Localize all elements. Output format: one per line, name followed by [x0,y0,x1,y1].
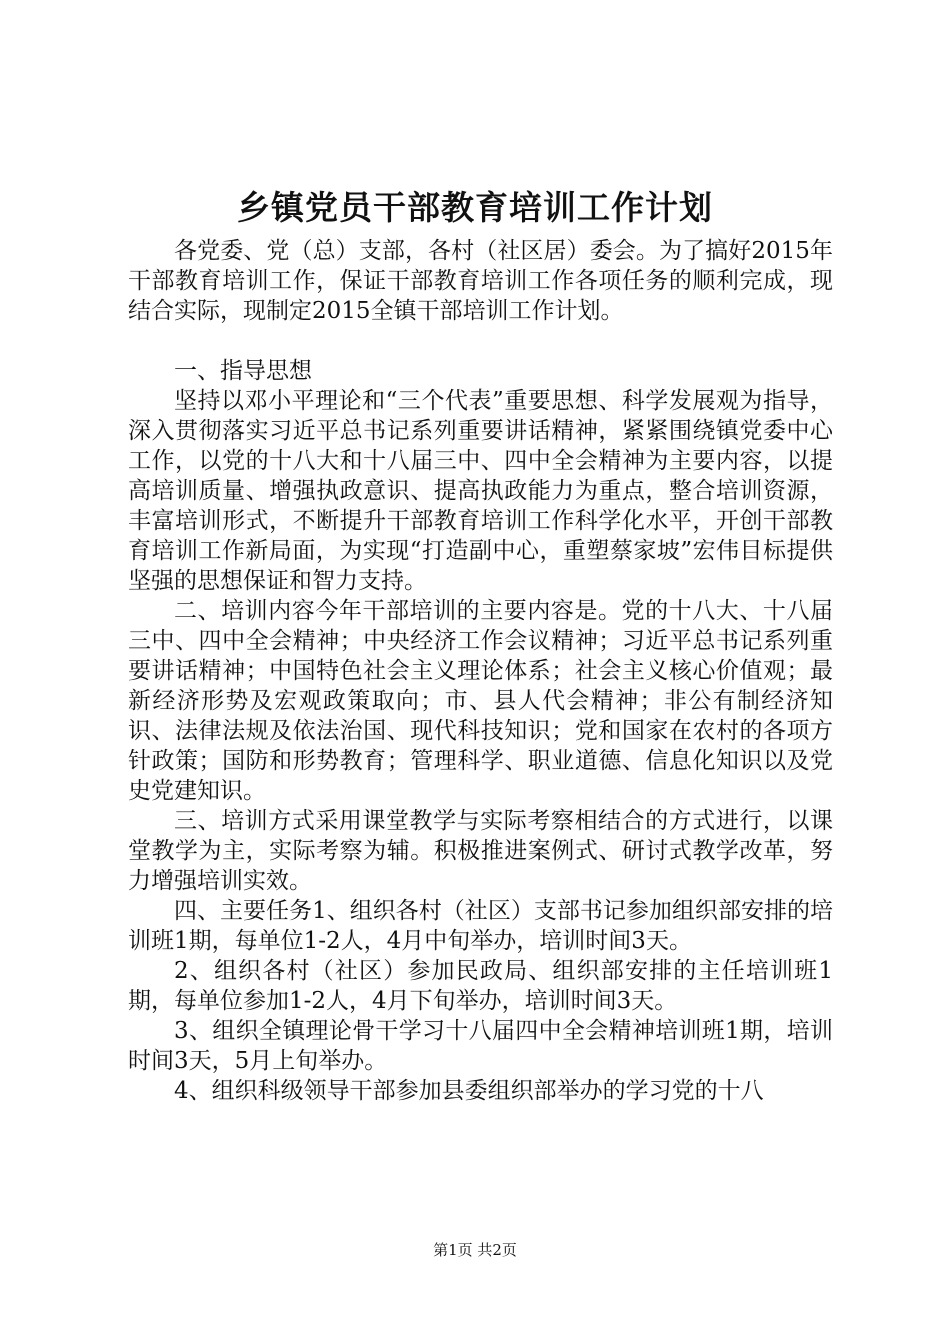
paragraph-guiding-ideology: 坚持以邓小平理论和“三个代表”重要思想、科学发展观为指导，深入贯彻落实习近平总书记系列重要讲话精神，紧紧围绕镇党委中心工作，以党的十八大和十八届三中、四中全会精神为主要内容，以提高培训质量、增强执政意识、提高执政能力为重点，整合培训资源，丰富培训形式，不断提升干部教育培训工作科学化水平，开创干部教育培训工作新局面，为实现“打造副中心，重塑蔡家坡”宏伟目标提供坚强的思想保证和智力支持。 [128,388,833,594]
document-body [128,236,833,1106]
paragraph-main-task-2: 2、组织各村（社区）参加民政局、组织部安排的主任培训班1期，每单位参加1-2人，4月下旬举办，培训时间3天。 [128,958,833,1014]
page-number-footer: 第1页 共2页 [433,1241,517,1259]
paragraph-training-method: 三、培训方式采用课堂教学与实际考察相结合的方式进行，以课堂教学为主，实际考察为辅。积极推进案例式、研讨式教学改革，努力增强培训实效。 [128,808,833,894]
paragraph-training-content: 二、培训内容今年干部培训的主要内容是。党的十八大、十八届三中、四中全会精神；中央经济工作会议精神；习近平总书记系列重要讲话精神；中国特色社会主义理论体系；社会主义核心价值观；最新经济形势及宏观政策取向；市、县人代会精神；非公有制经济知识、法律法规及依法治国、现代科技知识；党和国家在农村的各项方针政策；国防和形势教育；管理科学、职业道德、信息化知识以及党史党建知识。 [128,598,833,804]
paragraph-main-task-4: 4、组织科级领导干部参加县委组织部举办的学习党的十八 [174,1078,764,1104]
paragraph-main-task-3: 3、组织全镇理论骨干学习十八届四中全会精神培训班1期，培训时间3天，5月上旬举办。 [128,1018,833,1074]
document-title: 乡镇党员干部教育培训工作计划 [237,188,713,227]
paragraph-heading-guiding-ideology: 一、指导思想 [174,358,312,384]
paragraph-main-task-1: 四、主要任务1、组织各村（社区）支部书记参加组织部安排的培训班1期，每单位1-2人，4月中旬举办，培训时间3天。 [128,898,833,954]
paragraph-intro: 各党委、党（总）支部，各村（社区居）委会。为了搞好2015年干部教育培训工作，保证干部教育培训工作各项任务的顺利完成，现结合实际，现制定2015全镇干部培训工作计划。 [128,238,833,324]
